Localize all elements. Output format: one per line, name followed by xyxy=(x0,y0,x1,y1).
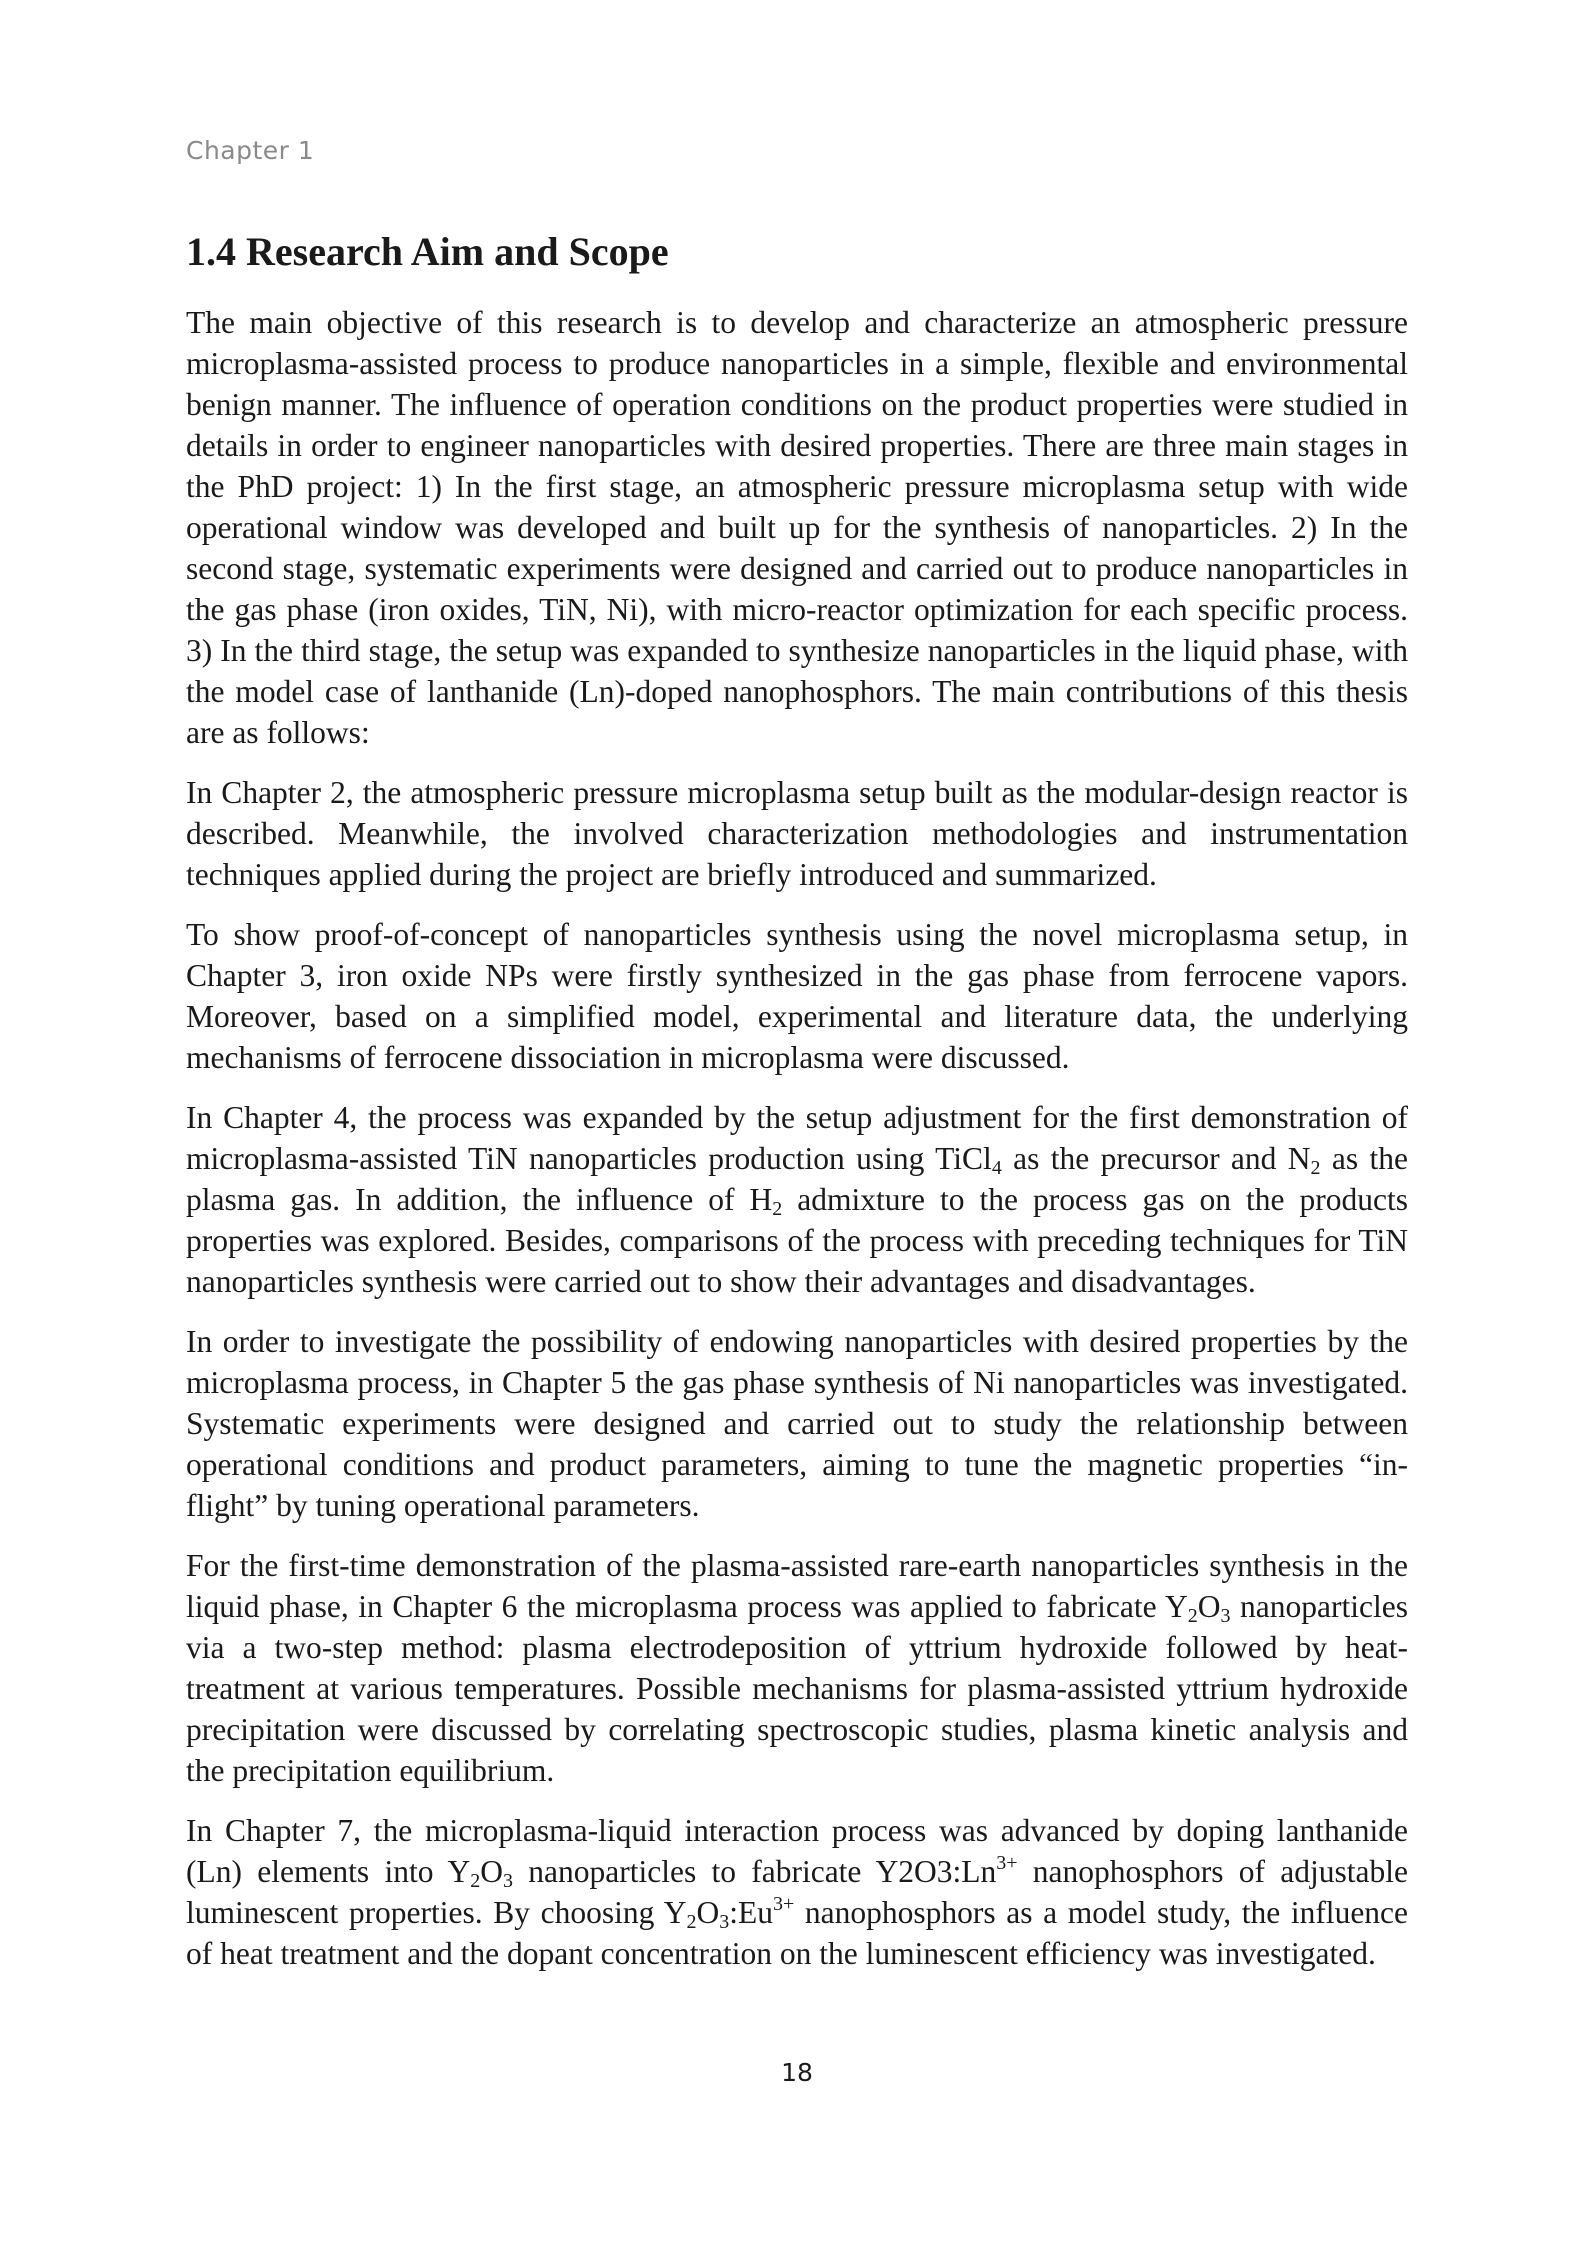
paragraph-chapter-7 xyxy=(186,1810,1408,1974)
text-run: as the plasma gas. In addition, the influence of H xyxy=(186,1141,1408,1217)
subscript: 2 xyxy=(1187,1605,1198,1627)
subscript: 3 xyxy=(503,1870,514,1892)
subscript: 2 xyxy=(1310,1157,1321,1179)
subscript: 2 xyxy=(470,1870,481,1892)
superscript: 3+ xyxy=(773,1893,795,1915)
superscript: 3+ xyxy=(996,1852,1018,1874)
text-run: nanophosphors as a model study, the influence of heat treatment and the dopant concentration on the luminescent efficiency was investigated. xyxy=(186,1895,1409,1971)
body-text xyxy=(186,302,1408,1993)
text-run: nanophosphors of adjustable luminescent properties. By choosing Y xyxy=(186,1854,1408,1930)
paragraph-chapter-4 xyxy=(186,1097,1408,1302)
text-run: as the precursor and N xyxy=(1001,1141,1311,1176)
text-run: O xyxy=(696,1895,720,1930)
subscript: 4 xyxy=(991,1157,1002,1179)
subscript: 3 xyxy=(1220,1605,1231,1627)
subscript: 3 xyxy=(719,1911,730,1933)
section-title: 1.4 Research Aim and Scope xyxy=(186,229,669,274)
text-run: O xyxy=(480,1854,504,1889)
running-head: Chapter 1 xyxy=(186,136,315,165)
page-number: 18 xyxy=(781,2058,813,2087)
paragraph-chapter-5: In order to investigate the possibility of endowing nanoparticles with desired properties by the microplasma process, in Chapter 5 the gas phase synthesis of Ni nanoparticles was investigated. Systematic experiments were designed and carried out to study the relationship between operational conditions and product parameters, aiming to tune the magnetic properties “in-flight” by tuning operational parameters. xyxy=(186,1324,1408,1523)
text-run: nanoparticles via a two-step method: plasma electrodeposition of yttrium hydroxide followed by heat-treatment at various temperatures. Possible mechanisms for plasma-assisted yttrium hydroxide precipitation were discussed by correlating spectroscopic studies, plasma kinetic analysis and the precipitation equilibrium. xyxy=(186,1589,1408,1788)
paragraph-chapter-6 xyxy=(186,1545,1408,1791)
text-run: :Eu xyxy=(729,1895,774,1930)
paragraph-chapter-2: In Chapter 2, the atmospheric pressure microplasma setup built as the modular-design reactor is described. Meanwhile, the involved characterization methodologies and instrumentation techniques applied during the project are briefly introduced and summarized. xyxy=(186,775,1408,892)
paragraph-chapter-3: To show proof-of-concept of nanoparticles synthesis using the novel microplasma setup, in Chapter 3, iron oxide NPs were firstly synthesized in the gas phase from ferrocene vapors. Moreover, based on a simplified model, experimental and literature data, the underlying mechanisms of ferrocene dissociation in microplasma were discussed. xyxy=(186,917,1408,1075)
text-run: In Chapter 7, the microplasma-liquid interaction process was advanced by doping lanthanide (Ln) elements into Y xyxy=(186,1813,1408,1889)
text-run: O xyxy=(1197,1589,1221,1624)
subscript: 2 xyxy=(686,1911,697,1933)
text-run: In Chapter 4, the process was expanded by the setup adjustment for the first demonstration of microplasma-assisted TiN nanoparticles production using TiCl xyxy=(186,1100,1408,1176)
paragraph-research-objective: The main objective of this research is to develop and characterize an atmospheric pressure microplasma-assisted process to produce nanoparticles in a simple, flexible and environmental benign manner. The influence of operation conditions on the product properties were studied in details in order to engineer nanoparticles with desired properties. There are three main stages in the PhD project: 1) In the first stage, an atmospheric pressure microplasma setup with wide operational window was developed and built up for the synthesis of nanoparticles. 2) In the second stage, systematic experiments were designed and carried out to produce nanoparticles in the gas phase (iron oxides, TiN, Ni), with micro-reactor optimization for each specific process. 3) In the third stage, the setup was expanded to synthesize nanoparticles in the liquid phase, with the model case of lanthanide (Ln)-doped nanophosphors. The main contributions of this thesis are as follows: xyxy=(186,305,1408,750)
text-run: nanoparticles to fabricate Y2O3:Ln xyxy=(513,1854,997,1889)
subscript: 2 xyxy=(772,1198,783,1220)
text-run: For the first-time demonstration of the plasma-assisted rare-earth nanoparticles synthesis in the liquid phase, in Chapter 6 the microplasma process was applied to fabricate Y xyxy=(186,1548,1408,1624)
text-run: admixture to the process gas on the products properties was explored. Besides, comparisons of the process with preceding techniques for TiN nanoparticles synthesis were carried out to show their advantages and disadvantages. xyxy=(186,1182,1408,1299)
